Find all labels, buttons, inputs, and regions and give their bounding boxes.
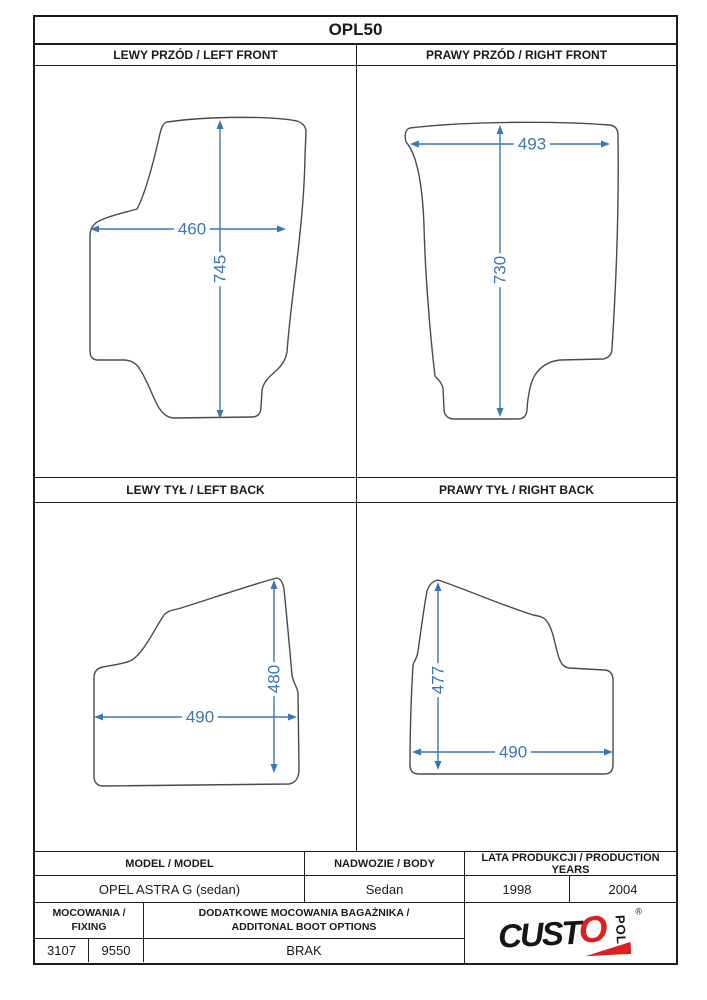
registered-trademark-icon: ® bbox=[634, 906, 642, 917]
fixing-value-row bbox=[35, 939, 464, 962]
left-front-header: LEWY PRZÓD / LEFT FRONT bbox=[35, 45, 357, 65]
front-header-row bbox=[35, 45, 676, 66]
model-header: MODEL / MODEL bbox=[35, 852, 305, 875]
fixing-header-row bbox=[35, 903, 464, 939]
left-back-diagram-cell bbox=[35, 503, 357, 851]
left-front-mat-drawing bbox=[35, 66, 356, 478]
page-title: OPL50 bbox=[35, 17, 676, 45]
fixing-header bbox=[35, 903, 144, 938]
left-back-height-label: 480 bbox=[265, 662, 284, 696]
brand-logo-cell bbox=[465, 903, 676, 963]
back-header-row bbox=[35, 478, 676, 503]
fixing-value-1: 3107 bbox=[35, 939, 89, 962]
logo-red-wedge-icon bbox=[584, 943, 631, 957]
left-front-diagram-cell bbox=[35, 66, 357, 477]
model-header-row bbox=[35, 852, 676, 876]
back-diagram-row bbox=[35, 503, 676, 852]
right-front-diagram-cell bbox=[357, 66, 676, 477]
fixing-value-2: 9550 bbox=[89, 939, 144, 962]
years-header: LATA PRODUKCJI / PRODUCTION YEARS bbox=[481, 851, 660, 876]
logo-text-vertical: POL bbox=[611, 915, 629, 946]
right-back-diagram-cell bbox=[357, 503, 676, 851]
left-front-mat-outline bbox=[90, 117, 306, 418]
boot-options-value: BRAK bbox=[286, 943, 322, 958]
right-front-mat-outline bbox=[405, 122, 618, 419]
model-value: OPEL ASTRA G (sedan) bbox=[35, 876, 305, 902]
right-front-header: PRAWY PRZÓD / RIGHT FRONT bbox=[425, 48, 608, 62]
boot-options-header-line1: DODATKOWE MOCOWANIA BAGAŻNIKA / bbox=[198, 907, 410, 920]
fixing-header-line2: FIXING bbox=[71, 920, 107, 933]
front-diagram-row bbox=[35, 66, 676, 478]
year-to-value: 2004 bbox=[608, 881, 638, 897]
custo-pol-logo bbox=[496, 906, 645, 956]
right-front-height-label: 730 bbox=[491, 253, 510, 287]
boot-options-header-line2: ADDITONAL BOOT OPTIONS bbox=[231, 920, 377, 933]
left-back-header: LEWY TYŁ / LEFT BACK bbox=[35, 478, 357, 502]
fixing-table bbox=[35, 903, 465, 963]
body-header: NADWOZIE / BODY bbox=[305, 852, 465, 875]
right-back-width-label: 490 bbox=[495, 743, 531, 762]
body-value: Sedan bbox=[305, 876, 465, 902]
left-back-mat-drawing bbox=[35, 503, 356, 851]
model-value-row bbox=[35, 876, 676, 903]
right-back-header: PRAWY TYŁ / RIGHT BACK bbox=[438, 483, 595, 497]
right-front-mat-drawing bbox=[357, 66, 675, 478]
right-back-height-label: 477 bbox=[429, 663, 448, 697]
fixing-section bbox=[35, 903, 676, 963]
logo-text-o: O bbox=[577, 908, 609, 951]
boot-options-header bbox=[144, 903, 464, 938]
fixing-header-line1: MOCOWANIA / bbox=[52, 907, 126, 920]
right-back-mat-drawing bbox=[357, 503, 675, 851]
right-front-width-label: 493 bbox=[514, 135, 550, 154]
left-front-height-label: 745 bbox=[211, 252, 230, 286]
left-back-width-label: 490 bbox=[182, 708, 218, 727]
logo-text-main: CUST bbox=[496, 913, 581, 956]
datasheet-frame bbox=[33, 15, 678, 965]
year-from-value: 1998 bbox=[465, 876, 570, 902]
left-front-width-label: 460 bbox=[174, 220, 210, 239]
